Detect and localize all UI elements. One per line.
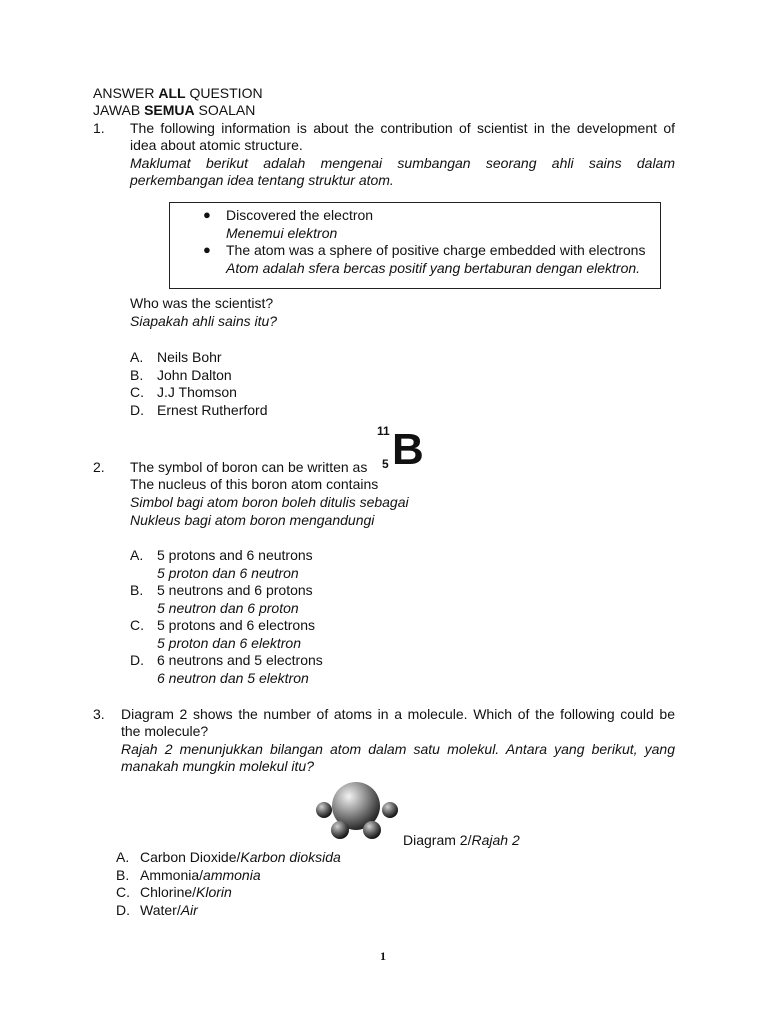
q1-box-item-en: The atom was a sphere of positive charge embedded with electrons (226, 242, 646, 258)
molecule-small-atom (382, 802, 398, 818)
q1-box-item-ms: Menemui elektron (226, 225, 338, 241)
q2-text-ms-line1: Simbol bagi atom boron boleh ditulis sebagai (130, 494, 409, 510)
q2-option-en: 5 neutrons and 6 protons (157, 582, 313, 598)
q3-option-letter: D. (116, 902, 130, 918)
boron-mass-number: 11 (377, 424, 390, 438)
q3-text-ms-line2: manakah mungkin molekul itu? (121, 758, 314, 774)
q1-text-line1: The following information is about the contribution of scientist in the development of (130, 120, 675, 136)
q2-option-en: 5 protons and 6 electrons (157, 617, 315, 633)
q3-text-ms-line1: Rajah 2 menunjukkan bilangan atom dalam satu molekul. Antara yang berikut, yang (121, 741, 675, 757)
q1-option-letter: B. (130, 367, 144, 383)
q2-option-en: 5 protons and 6 neutrons (157, 547, 313, 563)
q1-option-text: Ernest Rutherford (157, 402, 268, 418)
boron-element-symbol: B (392, 425, 424, 474)
q1-option-text: J.J Thomson (157, 384, 237, 400)
page-number: 1 (380, 949, 386, 963)
q2-text-line2: The nucleus of this boron atom contains (130, 476, 379, 492)
q2-option-ms: 5 proton dan 6 elektron (157, 635, 301, 651)
header-line-en: ANSWER ALL QUESTION (93, 85, 263, 101)
molecule-small-atom (331, 821, 349, 839)
q1-number: 1. (93, 120, 105, 136)
q3-option-text: Ammonia/ammonia (140, 867, 261, 883)
q1-text-ms-line1: Maklumat berikut adalah mengenai sumbangan seorang ahli sains dalam (130, 155, 675, 171)
q2-text-ms-line2: Nukleus bagi atom boron mengandungi (130, 512, 375, 528)
q2-number: 2. (93, 459, 105, 475)
q2-option-letter: A. (130, 547, 144, 563)
boron-atomic-number: 5 (382, 457, 389, 471)
q1-text-ms-line2: perkembangan idea tentang struktur atom. (130, 172, 394, 188)
q1-text-line2: idea about atomic structure. (130, 137, 303, 153)
molecule-small-atom (316, 802, 332, 818)
q2-option-ms: 5 neutron dan 6 proton (157, 600, 299, 616)
q2-option-ms: 6 neutron dan 5 elektron (157, 670, 309, 686)
q2-option-letter: D. (130, 652, 144, 668)
header-line-ms: JAWAB SEMUA SOALAN (93, 102, 256, 118)
bullet-icon: ● (203, 207, 211, 222)
q1-option-letter: A. (130, 349, 144, 365)
q2-option-en: 6 neutrons and 5 electrons (157, 652, 323, 668)
q1-box-item-en: Discovered the electron (226, 207, 374, 223)
bullet-icon: ● (203, 242, 211, 257)
q3-option-letter: B. (116, 867, 130, 883)
q2-option-letter: B. (130, 582, 144, 598)
molecule-diagram (314, 774, 404, 846)
q3-option-text: Chlorine/Klorin (140, 884, 232, 900)
diagram-caption: Diagram 2/Rajah 2 (403, 832, 520, 848)
q3-option-text: Water/Air (140, 902, 198, 918)
q3-option-text: Carbon Dioxide/Karbon dioksida (140, 849, 341, 865)
q1-option-text: John Dalton (157, 367, 232, 383)
q1-box-item-ms: Atom adalah sfera bercas positif yang bertaburan dengan elektron. (226, 260, 641, 276)
q2-option-letter: C. (130, 617, 144, 633)
q3-option-letter: C. (116, 884, 130, 900)
molecule-atoms (316, 782, 398, 839)
q1-question-ms: Siapakah ahli sains itu? (130, 313, 278, 329)
q1-option-letter: C. (130, 384, 144, 400)
q3-text-line2: the molecule? (121, 723, 209, 739)
q1-option-text: Neils Bohr (157, 349, 222, 365)
q2-option-ms: 5 proton dan 6 neutron (157, 565, 299, 581)
q3-number: 3. (93, 706, 105, 722)
molecule-small-atom (363, 821, 381, 839)
q2-text-line1: The symbol of boron can be written as (130, 459, 368, 475)
q1-question: Who was the scientist? (130, 295, 274, 311)
q3-option-letter: A. (116, 849, 130, 865)
q3-text-line1: Diagram 2 shows the number of atoms in a molecule. Which of the following could be (121, 706, 675, 722)
q1-option-letter: D. (130, 402, 144, 418)
